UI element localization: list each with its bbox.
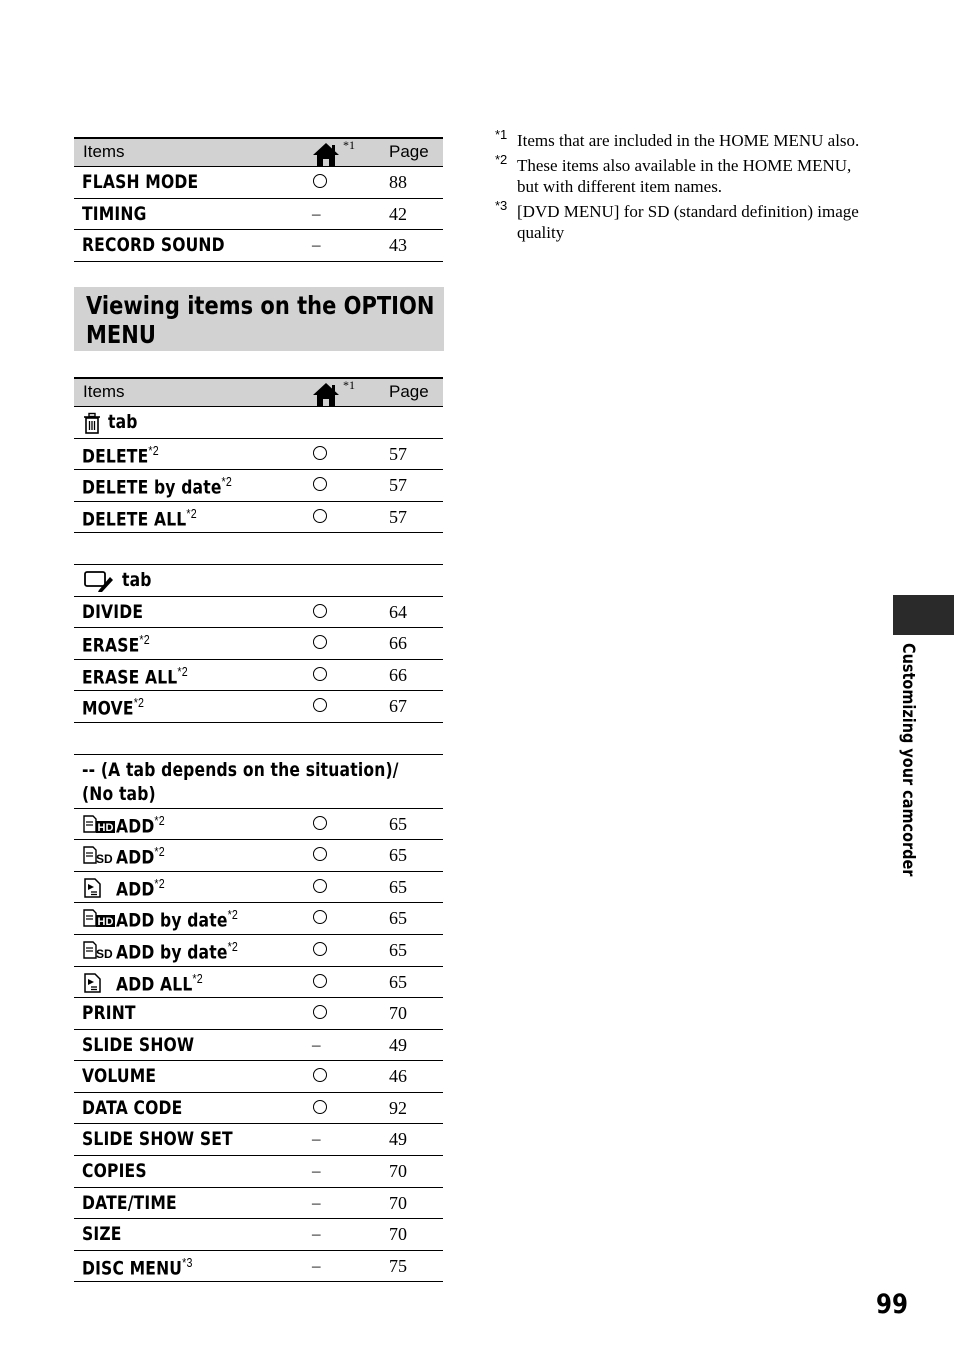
circle-mark-icon	[313, 446, 327, 460]
circle-mark-icon	[313, 910, 327, 924]
table-row	[74, 967, 443, 999]
item-name: SLIDE SHOW	[82, 1033, 195, 1056]
home-icon	[312, 138, 357, 167]
page-ref: 67	[389, 696, 407, 717]
item-name: ERASE ALL$^{*2}$	[82, 663, 188, 689]
item-name: DATA CODE	[82, 1096, 183, 1119]
table-row	[74, 1061, 443, 1093]
svg-text:HD: HD	[97, 821, 114, 834]
table-row	[74, 470, 443, 502]
dash-mark: –	[312, 235, 321, 255]
table-row	[74, 1093, 443, 1125]
footnote	[495, 127, 865, 151]
page-ref: 70	[389, 1192, 407, 1213]
trash-icon	[83, 412, 101, 439]
table-row	[74, 1251, 443, 1283]
circle-mark-icon	[313, 477, 327, 491]
playlist-hd-icon	[83, 908, 115, 933]
table-row	[74, 872, 443, 904]
section-heading	[74, 287, 444, 351]
table-row	[74, 1124, 443, 1156]
dash-mark: –	[312, 1034, 321, 1054]
table-row	[74, 1219, 443, 1251]
item-name: DATE/TIME	[82, 1191, 177, 1214]
svg-text:SD: SD	[96, 946, 113, 960]
table-row	[74, 439, 443, 471]
tab-group-delete	[74, 407, 443, 439]
footnote-mark: *2	[154, 812, 165, 828]
table-row	[74, 903, 443, 935]
svg-text:HD: HD	[97, 916, 114, 929]
dash-mark: –	[312, 1129, 321, 1149]
page-ref: 75	[389, 1255, 407, 1276]
page-ref: 46	[389, 1066, 407, 1087]
item-name: DIVIDE	[82, 600, 144, 623]
chapter-label: Customizing your camcorder	[898, 643, 918, 877]
page-ref: 49	[389, 1034, 407, 1055]
page-ref: 57	[389, 475, 407, 496]
circle-mark-icon	[313, 635, 327, 649]
footnote-mark: *2	[221, 474, 232, 490]
footnote-mark: *2	[139, 632, 150, 648]
page-ref: 57	[389, 443, 407, 464]
playlist-icon	[83, 877, 103, 904]
table-row	[74, 998, 443, 1030]
item-name: TIMING	[82, 202, 147, 225]
item-name: DELETE by date$^{*2}$	[82, 474, 232, 499]
page-ref: 64	[389, 601, 407, 622]
home-icon	[312, 378, 357, 407]
circle-mark-icon	[313, 604, 327, 618]
playlist-hd-icon	[83, 814, 115, 839]
table-header	[74, 377, 443, 407]
item-name: PRINT	[82, 1002, 136, 1025]
circle-mark-icon	[313, 1100, 327, 1114]
item-name: FLASH MODE	[82, 171, 199, 193]
settings-table	[74, 137, 443, 262]
item-name: DELETE ALL$^{*2}$	[82, 505, 197, 531]
item-name: ADD$^{*2}$	[116, 812, 165, 837]
circle-mark-icon	[313, 847, 327, 861]
item-name: DISC MENU$^{*3}$	[82, 1254, 193, 1280]
item-name: COPIES	[82, 1160, 147, 1183]
home-footnote-mark: *1	[343, 138, 355, 152]
section-title: Viewing items on the OPTION MENU	[86, 291, 435, 349]
page-column-header: Page	[389, 142, 429, 161]
table-row	[74, 1188, 443, 1220]
footnotes	[495, 127, 865, 247]
table-row	[74, 167, 443, 199]
table-row	[74, 660, 443, 692]
footnote	[495, 152, 865, 197]
dash-mark: –	[312, 1255, 321, 1275]
page-ref: 65	[389, 971, 407, 992]
items-column-header: Items	[83, 142, 125, 161]
footnote-text: Items that are included in the HOME MENU also.	[517, 131, 860, 150]
table-row	[74, 597, 443, 629]
item-name: ADD ALL$^{*2}$	[116, 970, 203, 995]
item-name: ADD by date$^{*2}$	[116, 938, 238, 964]
footnote-mark: *1	[495, 127, 508, 142]
footnote	[495, 198, 865, 243]
table-row	[74, 935, 443, 967]
circle-mark-icon	[313, 974, 327, 988]
circle-mark-icon	[313, 174, 327, 188]
circle-mark-icon	[313, 698, 327, 712]
tab-label: tab	[108, 411, 138, 433]
table-header	[74, 137, 443, 167]
chapter-tab-marker	[893, 595, 954, 635]
page-ref: 65	[389, 876, 407, 897]
option-menu-table	[74, 377, 443, 1282]
table-row	[74, 1156, 443, 1188]
item-name: ADD$^{*2}$	[116, 875, 165, 901]
item-name: ADD by date$^{*2}$	[116, 907, 238, 932]
circle-mark-icon	[313, 816, 327, 830]
table-row	[74, 628, 443, 660]
circle-mark-icon	[313, 667, 327, 681]
dash-mark: –	[312, 203, 321, 223]
home-footnote-mark: *1	[343, 378, 355, 392]
circle-mark-icon	[313, 1068, 327, 1082]
row-spacer	[74, 723, 443, 755]
table-row	[74, 1030, 443, 1062]
items-column-header: Items	[83, 382, 125, 401]
page-ref: 57	[389, 506, 407, 527]
footnote-mark: *2	[148, 442, 159, 458]
footnote-mark: *2	[227, 907, 238, 923]
svg-text:SD: SD	[96, 852, 113, 866]
circle-mark-icon	[313, 879, 327, 893]
table-row	[74, 809, 443, 841]
footnote-mark: *2	[177, 663, 188, 679]
table-row	[74, 691, 443, 723]
tab-label: tab	[122, 568, 152, 591]
page-ref: 70	[389, 1161, 407, 1182]
footnote-mark: *2	[227, 938, 238, 954]
page-number: 99	[876, 1289, 908, 1320]
table-row	[74, 230, 443, 262]
page-ref: 65	[389, 939, 407, 960]
footnote-mark: *2	[192, 970, 203, 986]
item-name: VOLUME	[82, 1065, 157, 1088]
page-ref: 88	[389, 172, 407, 192]
playlist-sd-icon	[83, 940, 115, 965]
item-name: ADD$^{*2}$	[116, 844, 165, 869]
footnote-mark: *2	[133, 695, 145, 711]
page-ref: 66	[389, 664, 407, 685]
footnote-text: [DVD MENU] for SD (standard definition) image quality	[517, 202, 859, 242]
item-name: ERASE$^{*2}$	[82, 632, 150, 657]
page-ref: 66	[389, 633, 407, 654]
footnote-mark: *3	[182, 1254, 193, 1270]
tab-label: -- (A tab depends on the situation)/ (No tab)	[82, 758, 399, 805]
tab-group-edit	[74, 565, 443, 597]
item-name: SLIDE SHOW SET	[82, 1128, 233, 1151]
item-name: MOVE$^{*2}$	[82, 695, 145, 720]
page-column-header: Page	[389, 382, 429, 401]
footnote-text: These items also available in the HOME MENU, but with different item names.	[517, 156, 852, 196]
dash-mark: –	[312, 1224, 321, 1244]
footnote-mark: *3	[495, 198, 508, 213]
page-ref: 70	[389, 1224, 407, 1245]
item-name: SIZE	[82, 1223, 122, 1246]
page-ref: 65	[389, 845, 407, 866]
page-ref: 92	[389, 1097, 407, 1118]
table-row	[74, 199, 443, 231]
dash-mark: –	[312, 1192, 321, 1212]
circle-mark-icon	[313, 942, 327, 956]
page-ref: 70	[389, 1003, 407, 1024]
circle-mark-icon	[313, 509, 327, 523]
item-name: DELETE$^{*2}$	[82, 442, 159, 467]
circle-mark-icon	[313, 1005, 327, 1019]
edit-pen-icon	[83, 570, 113, 597]
page-ref: 49	[389, 1129, 407, 1150]
row-spacer	[74, 533, 443, 565]
tab-group-other	[74, 755, 443, 809]
item-name: RECORD SOUND	[82, 234, 225, 257]
footnote-mark: *2	[154, 875, 165, 891]
dash-mark: –	[312, 1161, 321, 1181]
playlist-icon	[83, 972, 103, 999]
footnote-mark: *2	[154, 844, 165, 860]
page-ref: 65	[389, 813, 407, 834]
footnote-mark: *2	[186, 505, 197, 521]
page-ref: 43	[389, 235, 407, 256]
page-ref: 42	[389, 203, 407, 224]
table-row	[74, 502, 443, 534]
footnote-mark: *2	[495, 152, 508, 167]
playlist-sd-icon	[83, 845, 115, 870]
table-row	[74, 840, 443, 872]
page-ref: 65	[389, 908, 407, 929]
